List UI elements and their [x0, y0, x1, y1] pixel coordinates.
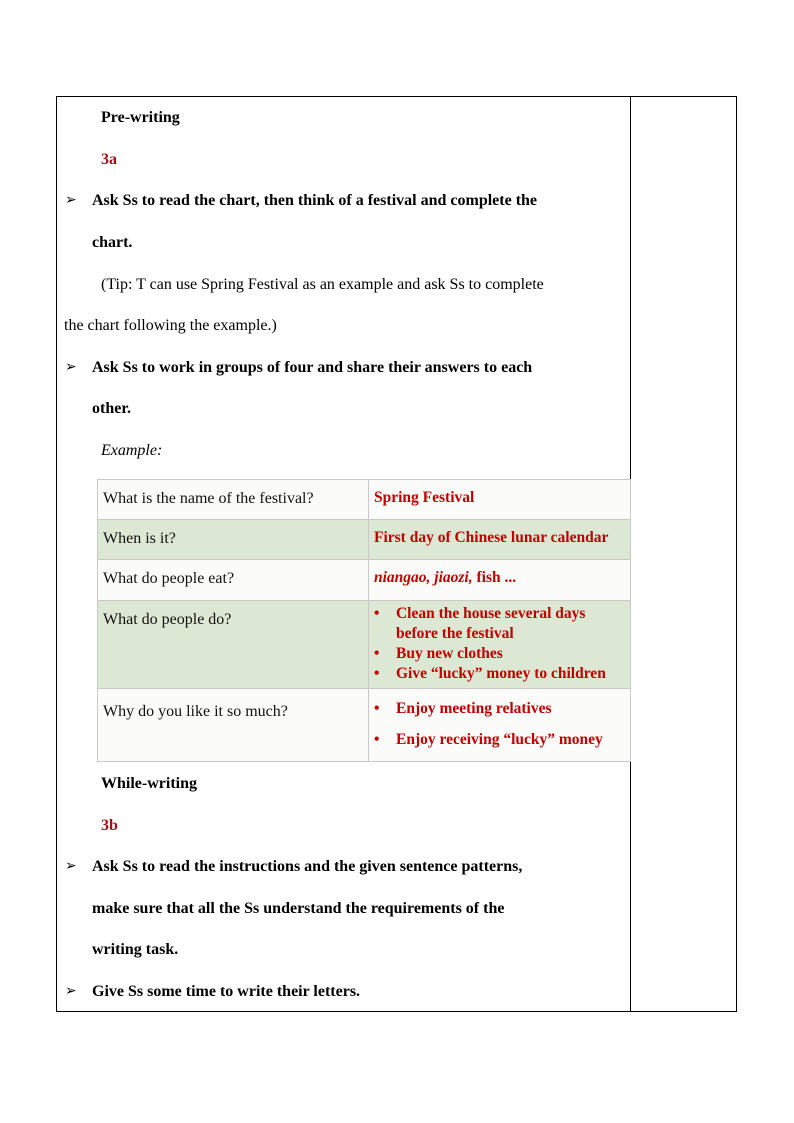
step-instructions-line3: writing task.	[92, 941, 179, 958]
tip-line1: (Tip: T can use Spring Festival as an example and ask Ss to complete	[101, 276, 544, 293]
reason-list	[374, 699, 630, 750]
step-group-share-line2: other.	[92, 400, 131, 417]
list-item: • Enjoy meeting relatives	[374, 699, 630, 719]
section-3b: 3b	[101, 817, 118, 834]
step-group-share-line1: Ask Ss to work in groups of four and share their answers to each	[92, 359, 533, 376]
arrow-bullet-icon: ➢	[65, 984, 77, 999]
list-item: • Enjoy receiving “lucky” money	[374, 730, 630, 750]
step-read-chart-line2: chart.	[92, 234, 133, 251]
while-writing-heading: While-writing	[101, 775, 197, 792]
chart-question: Why do you like it so much?	[98, 689, 369, 762]
chart-question: What do people do?	[98, 601, 369, 689]
step-instructions-line1: Ask Ss to read the instructions and the given sentence patterns,	[92, 858, 523, 875]
chart-answer: Spring Festival	[368, 480, 630, 520]
table-row	[98, 601, 631, 689]
pre-writing-heading: Pre-writing	[101, 109, 180, 126]
festival-chart	[97, 479, 631, 762]
chart-answer	[368, 560, 630, 601]
section-3a: 3a	[101, 151, 117, 168]
table-row	[98, 520, 631, 560]
tip-line2: the chart following the example.)	[64, 317, 277, 334]
table-row	[98, 480, 631, 520]
table-row	[98, 689, 631, 762]
arrow-bullet-icon: ➢	[65, 360, 77, 375]
chart-question: What is the name of the festival?	[98, 480, 369, 520]
step-read-chart-line1: Ask Ss to read the chart, then think of a festival and complete the	[92, 192, 538, 209]
table-row	[98, 560, 631, 601]
food-names: niangao, jiaozi,	[373, 569, 473, 586]
example-label: Example:	[101, 442, 163, 459]
chart-question: What do people eat?	[98, 560, 369, 601]
chart-answer: First day of Chinese lunar calendar	[368, 520, 630, 560]
list-item: • Clean the house several days before the festival	[374, 604, 611, 644]
list-item: • Buy new clothes	[374, 644, 630, 664]
step-write-letters: Give Ss some time to write their letters.	[92, 983, 361, 1000]
arrow-bullet-icon: ➢	[65, 859, 77, 874]
activity-list	[374, 604, 630, 684]
arrow-bullet-icon: ➢	[65, 193, 77, 208]
chart-answer	[368, 601, 630, 689]
chart-answer	[368, 689, 630, 762]
food-rest: fish ...	[472, 569, 517, 586]
list-item: • Give “lucky” money to children	[374, 664, 630, 684]
chart-question: When is it?	[98, 520, 369, 560]
step-instructions-line2: make sure that all the Ss understand the requirements of the	[92, 900, 505, 917]
